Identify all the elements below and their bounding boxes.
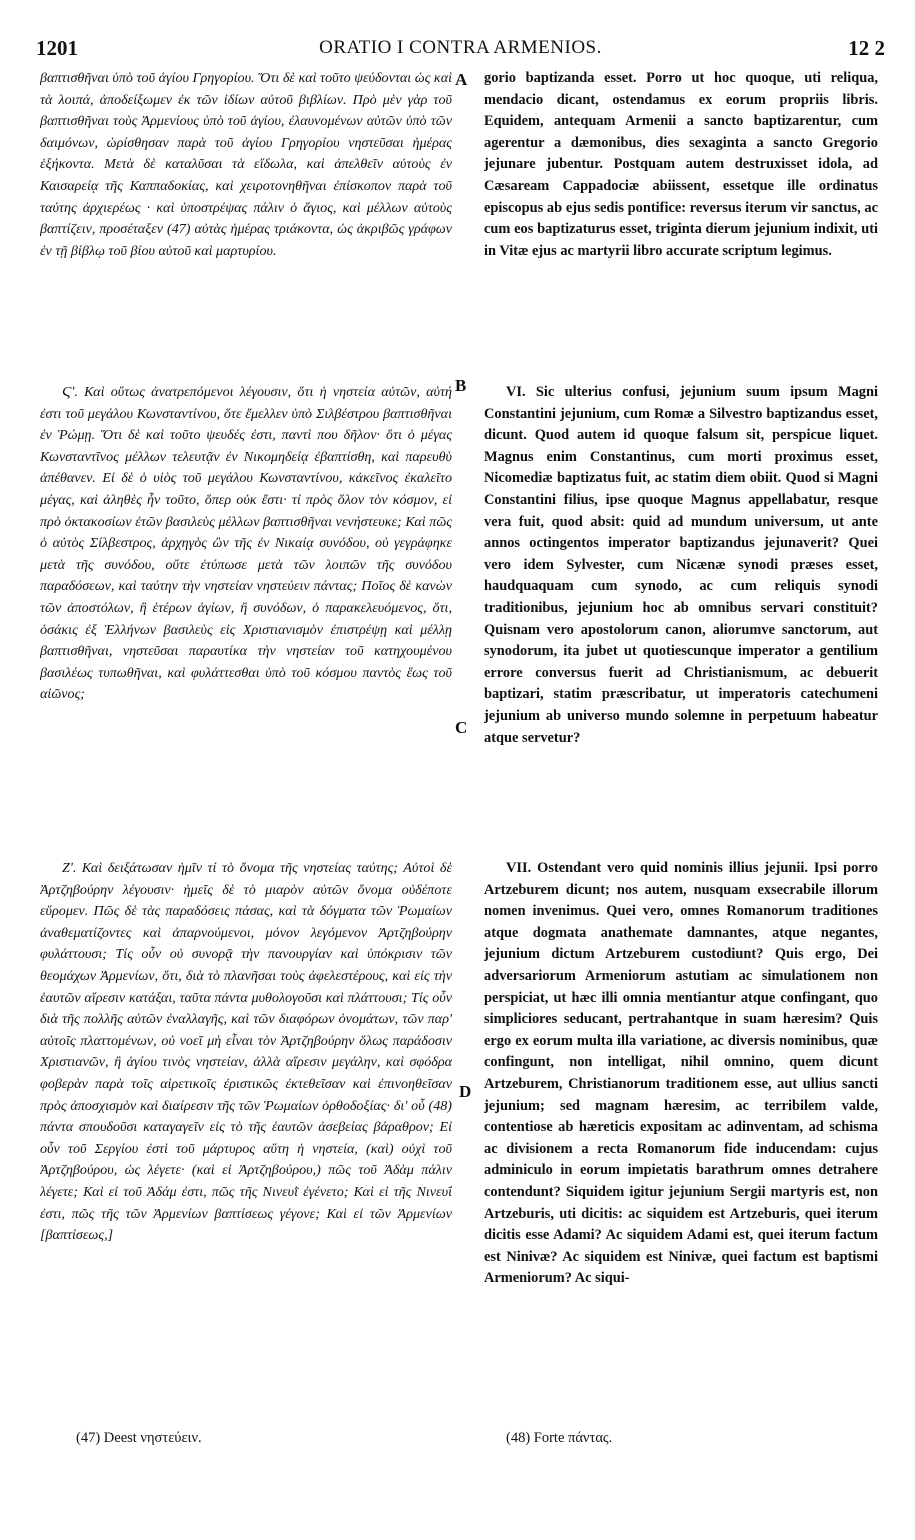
greek-column xyxy=(40,68,452,1244)
margin-marker-b: B xyxy=(455,376,467,395)
footnote-48: (48) Forte πάντας. xyxy=(506,1430,613,1446)
margin-marker-a: A xyxy=(455,70,468,89)
footnote-47: (47) Deest νηστεύειν. xyxy=(76,1430,202,1446)
latin-paragraph-1: gorio baptizanda esset. Porro ut hoc quoque, uti reliqua, mendacio dicant, ostendamus ex eorum propriis libris. Equidem, antequam Armenii a sancto baptizarentur, cum agerentur a dæmonibus, dies sexaginta a sancto Gregorio jejunare jubentur. Postquam autem destruxisset idola, ad Cæsaream Cappadociæ abiissent, essetque ille ordinatus episcopus ab ejus sedis pontifice: reversus iterum vir sanctus, ac cum eos baptizaturus esset, triginta dierum jejunium indixit, uti in Vitæ ejus ac martyrii libro accurate scriptum legimus. xyxy=(484,70,878,259)
running-header xyxy=(36,36,885,66)
page-number-left: 1201 xyxy=(36,36,78,60)
page-number-right: 12 2 xyxy=(848,36,885,60)
greek-paragraph-7: Ζʹ. Καὶ δειξάτωσαν ἡμῖν τί τὸ ὄνομα τῆς νηστείας ταύτης; Αὐτοὶ δὲ Ἀρτζηβούρην λέγουσιν· ἡμεῖς δὲ τὸ μιαρὸν αὐτῶν ὄνομα οὐδέποτε εὕρομεν. Πῶς δὲ τὰς παραδόσεις πάσας, καὶ τὰ δόγματα τῶν Ῥωμαίων ἀναθεματίζοντες καὶ ἀπαρνούμενοι, μόνον λεγόμενον Ἀρτζηβούρην φυλάττουσι; Τίς οὖν οὐ συνορᾷ τὴν πανουργίαν καὶ ὑπόκρισιν τῶν θεομάχων Ἀρμενίων, ὅτι, διὰ τὸ πλανῆσαι τοὺς ἀφελεστέρους, καὶ εἰς τὴν ἑαυτῶν αἵρεσιν κατάξαι, ταῦτα πάντα μυθολογοῦσι καὶ πλάττουσι; Τίς οὖν διὰ τῆς πολλῆς αὐτῶν ἐναλλαγῆς, καὶ τῶν διαφόρων ὀνομάτων, τῶν παρ' αὐτοῖς πλαττομένων, οὐ νοεῖ μὴ εἶναι τὸν Ἀρτζηβούρην ὅλως παράδοσιν Χριστιανῶν, ἢ ἁγίου τινὸς νηστείαν, ἀλλὰ αἵρεσιν μεγάλην, καὶ σφόδρα φοβερὰν παρὰ τοῖς αἱρετικοῖς ἐριστικῶς ἐκτεθεῖσαν καὶ ἐπινοηθεῖσαν πρὸς ἀποσχισμὸν καὶ διαίρεσιν τῆς τῶν Ῥωμαίων ὀρθοδοξίας· δι' οὗ (48) πάντα σπουδοῦσι καταγαγεῖν εἰς τὸ τῆς ἑαυτῶν ἀσεβείας βάραθρον; Εἰ οὖν τοῦ Σεργίου ἐστὶ τοῦ μάρτυρος αὕτη ἡ νηστεία, (καὶ) οὐχὶ τοῦ Ἀρτζηβούρου, ὡς λέγετε· (καὶ εἰ Ἀρτζηβούρου,) πῶς τοῦ Ἀδὰμ πάλιν λέγετε; Καὶ εἰ τοῦ Ἀδάμ ἐστι, πῶς τῆς Νινευῒ ἐγένετο; Καὶ εἰ τῆς Νινευΐ ἐστι, πῶς τῆς τῶν Ἀρμενίων βαπτίσεως γέγονε; Καὶ εἰ τῶν Ἀρμενίων [βαπτίσεως,] xyxy=(40,860,452,1244)
margin-marker-d: D xyxy=(459,1082,472,1101)
greek-paragraph-1: βαπτισθῆναι ὑπὸ τοῦ ἁγίου Γρηγορίου. Ὅτι δὲ καὶ τοῦτο ψεύδονται ὡς καὶ τὰ λοιπά, ἀποδείξωμεν ἐκ τῶν ἰδίων αὐτοῦ βιβλίων. Πρὸ μὲν γὰρ τοῦ βαπτισθῆναι τοὺς Ἀρμενίους ὑπὸ τοῦ ἁγίου, ἐλαυνομένων αὐτῶν ὑπὸ τῶν δαιμόνων, ὡρίσθησαν παρὰ τοῦ ἁγίου Γρηγορίου νηστεῦσαι ἡμέρας ἑξήκοντα. Μετὰ δὲ καταλῦσαι τὰ εἴδωλα, καὶ ἀπελθεῖν αὐτοὺς ἐν Καισαρείᾳ τῆς Καππαδοκίας, καὶ χειροτονηθῆναι ἐπίσκοπον παρὰ τοῦ ταύτης ἀρχιερέως · καὶ ὑποστρέψας πάλιν ὁ ἅγιος, καὶ μέλλων αὐτοὺς βαπτίζειν, προσέταξεν (47) αὐτὰς ἡμέρας τριάκοντα, ὡς ἀκριβῶς γράφων ἐν τῇ βίβλῳ τοῦ βίου αὐτοῦ καὶ μαρτυρίου. xyxy=(40,70,452,259)
latin-paragraph-6: VI. Sic ulterius confusi, jejunium suum ipsum Magni Constantini jejunium, cum Romæ a Silvestro baptizandus esset, dicunt. Quod autem id quoque falsum sit, perspicue liquet. Magnus enim Constantinus, cum morti proximus esset, Nicomediæ baptizatus fuit, ac statim diem obiit. Quod si Magni Constantini filius, ipse quoque Magnus appellabatur, resque vera fuit, quod absit: quid ad mundum universum, ut ante annos octingentos imperator baptizandus jejunaverit? Quei vero idem Sylvester, cum Nicænæ synodi præses esset, haudquaquam cum synodo, ac cum reliquis synodi traditionibus, jejunium hoc ab omnibus servari constituit? Quisnam vero apostolorum canon, aliorumve sanctorum, aut synodorum, ita jubet ut quotiescunque imperator a gentilium errore conversus fuerit ad Christianismum, ac debuerit baptizari, statim præscribatur, ut imperatoris catechumeni jejunium ab universo mundo solemne in perpetuum habeatur atque servetur? xyxy=(484,384,878,746)
greek-paragraph-6: Ϛʹ. Καὶ οὕτως ἀνατρεπόμενοι λέγουσιν, ὅτι ἡ νηστεία αὐτῶν, αὐτή ἐστι τοῦ μεγάλου Κωνσταντίνου, ὅτε ἔμελλεν ὑπὸ Σιλβέστρου βαπτισθῆναι ἐν Ῥώμῃ. Ὅτι δὲ καὶ τοῦτο ψευδές ἐστι, παντὶ που δῆλον· ὅτι ὁ μέγας Κωνσταντῖνος μέλλων τελευτᾷν ἐν Νικομηδείᾳ ἐβαπτίσθη, καὶ παρευθὺ ἀπέθανεν. Εἰ δὲ ὁ υἱὸς τοῦ μεγάλου Κωνσταντίνου, κἀκεῖνος ἐκαλεῖτο μέγας, καὶ ἀληθὲς ἦν τοῦτο, ὅπερ οὐκ ἔστι· τί πρὸς ὅλον τὸν κόσμον, εἰ πρὸ ὀκτακοσίων ἐτῶν βασιλεὺς μέλλων βαπτισθῆναι νενήστευκε; Καὶ πῶς ὁ αὐτὸς Σίλβεστρος, ἀρχηγὸς ὢν τῆς ἐν Νικαίᾳ συνόδου, οὐ γεγράφηκε μετὰ τῆς συνόδου, οὔτε ἐτύπωσε μετὰ τῶν λοιπῶν τῆς συνόδου παραδόσεων, καὶ ταύτην τὴν νηστείαν νηστεύειν πάντας; Ποῖος δὲ κανὼν τῶν ἀποστόλων, ἢ ἑτέρων ἁγίων, ἢ συνόδων, ὁ παρακελευόμενος, ὅτι, ὁσάκις ἐξ Ἑλλήνων βασιλεὺς εἰς Χριστιανισμὸν ἐπιστρέψῃ καὶ μέλλῃ βαπτισθῆναι, νηστεῦσαι παραυτίκα τὴν νηστείαν τοῦ κατηχουμένου βασιλέως τυπωθῆναι, καὶ φυλάττεσθαι ὑπὸ τοῦ κόσμου παντὸς ἕως τοῦ αἰῶνος; xyxy=(40,384,452,703)
margin-marker-c: C xyxy=(455,718,468,737)
running-title: ORATIO I CONTRA ARMENIOS. xyxy=(319,37,602,58)
latin-paragraph-7: VII. Ostendant vero quid nominis illius jejunii. Ipsi porro Artzeburem dicunt; nos autem, nusquam exsecrabile illorum nomen invenimus. Quei vero, omnes Romanorum traditiones atque dogmata anathemate damnantes, atque negantes, jejunium dictum Artzeburem custodiunt? Quis ergo, Dei adversariorum Armeniorum astutiam ac simulationem non perspiciat, ut hæc illi omnia mentiantur atque confingant, quo simpliciores seducant, pertrahantque in suam hæresim? Quis ergo ex eorum multa illa variatione, ac diversis nominibus, quæ confingunt, non intelligat, nihil omnino, quem dicunt Artzeburem, Christianorum traditionem esse, aut ullius sancti jejunium; sed magnam hæresim, ac terribilem valde, contentiose ab hæreticis expositam ac adinventam, ad schisma ac divisionem a recta Romanorum fide inducendam: cujus adminiculo in eorum impietatis barathrum omnes detrahere contendunt? Siquidem igitur jejunium Sergii martyris est, non Artzeburis, uti dicitis: ac siquidem est Artzeburis, quei iterum dicitis esse Adami? Ac siquidem Adami est, quei iterum factum est Ninivæ? Ac siquidem est Ninivæ, quei factum est baptismi Armeniorum? Ac siqui- xyxy=(484,860,878,1287)
latin-column xyxy=(484,68,878,1287)
